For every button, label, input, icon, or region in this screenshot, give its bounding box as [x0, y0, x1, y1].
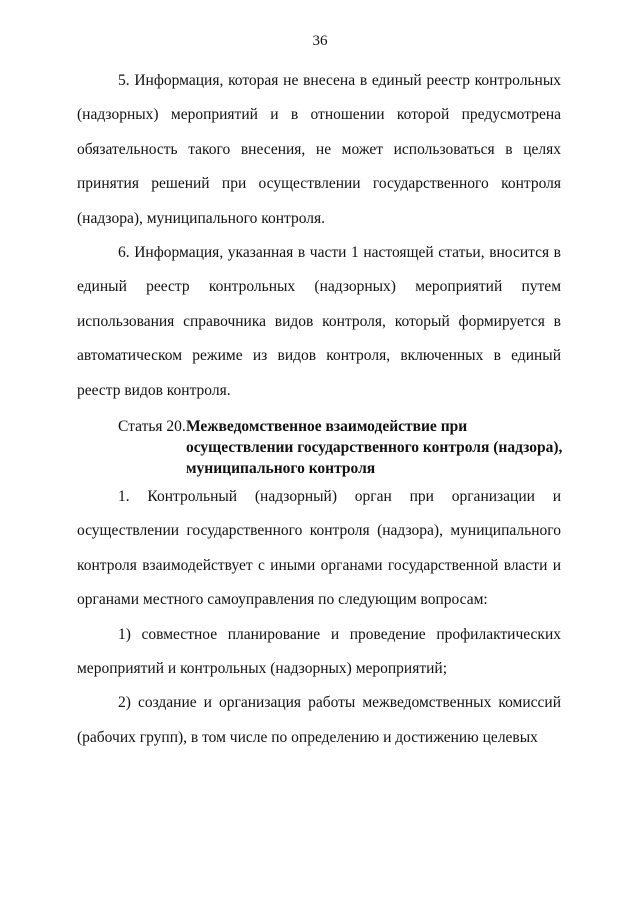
- paragraph-6: 6. Информация, указанная в части 1 настоящей статьи, вносится в единый реестр контрольных (надзорных) мероприятий путем использования справочника видов контроля, который формируется в автоматическом режиме из видов контроля, включенных в единый реестр видов контроля.: [77, 244, 561, 399]
- page-number: 36: [312, 33, 328, 49]
- text-block-top: [77, 64, 561, 408]
- text-block-bottom: [77, 480, 561, 755]
- paragraph-article-20-part-1: 1. Контрольный (надзорный) орган при организации и осуществлении государственного контроля (надзора), муниципального контроля взаимодействует с иными органами государственной власти и органами местного самоуправления по следующим вопросам:: [77, 488, 561, 609]
- article-title: Межведомственное взаимодействие при осуществлении государственного контроля (надзора), муниципального контроля: [186, 418, 563, 477]
- paragraph-5: 5. Информация, которая не внесена в единый реестр контрольных (надзорных) мероприятий и в отношении которой предусмотрена обязательность такого внесения, не может использоваться в целях принятия решений при осуществлении государственного контроля (надзора), муниципального контроля.: [77, 72, 561, 227]
- article-number: Статья 20.: [118, 418, 186, 435]
- list-item-2: 2) создание и организация работы межведомственных комиссий (рабочих групп), в том числе по определению и достижению целевых: [77, 694, 561, 746]
- list-item-1: 1) совместное планирование и проведение профилактических мероприятий и контрольных (надзорных) мероприятий;: [77, 625, 561, 678]
